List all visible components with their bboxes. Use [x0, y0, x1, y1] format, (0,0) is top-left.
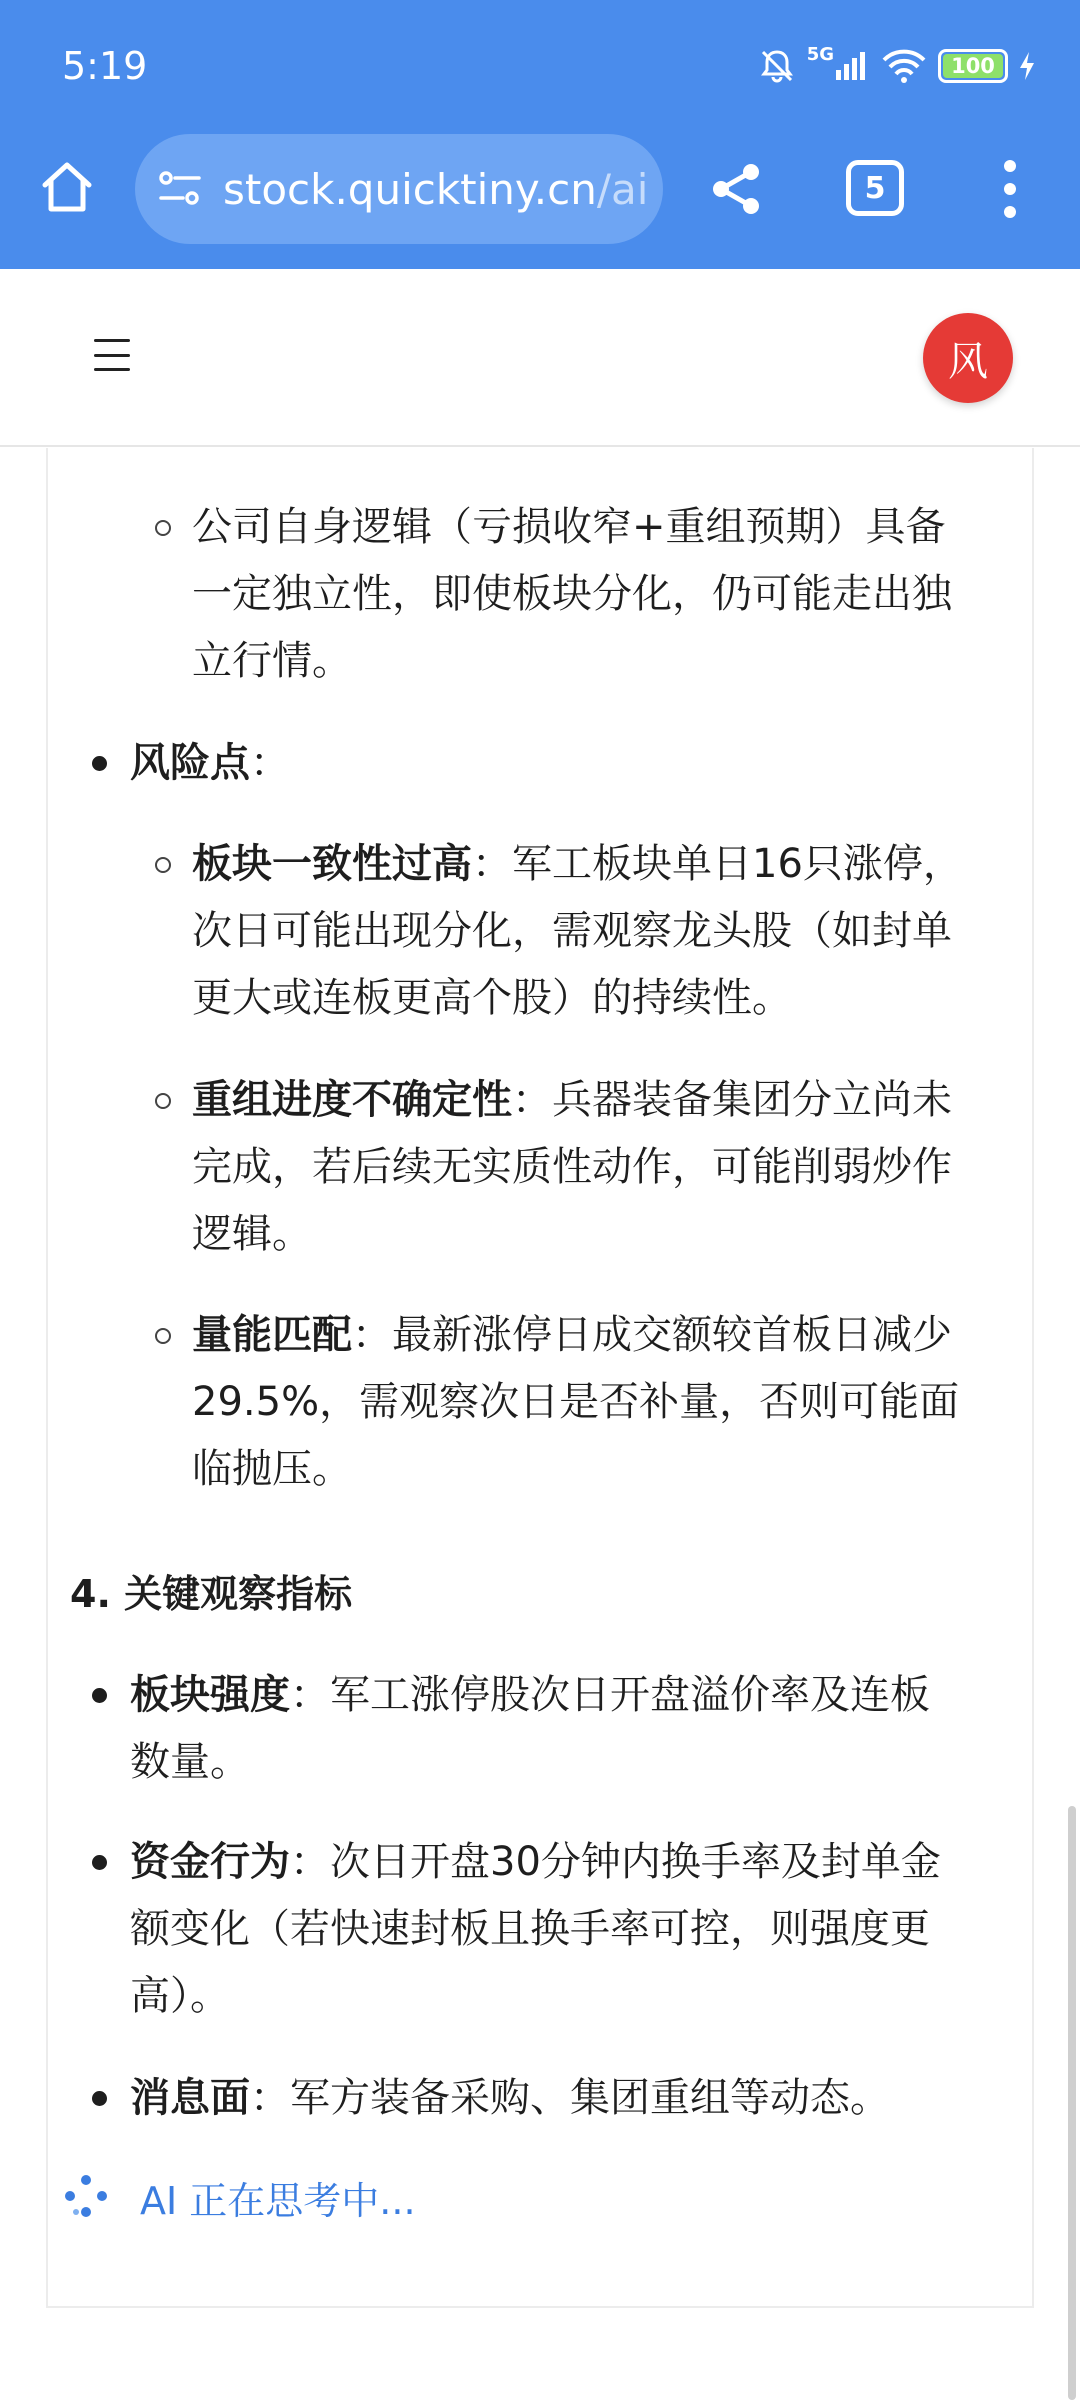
url-text[interactable]: stock.quicktiny.cn/ai	[223, 164, 649, 214]
text-line: 公司自身逻辑（亏损收窄+重组预期）具备	[192, 504, 946, 550]
risk-item: 板块一致性过高：军工板块单日16只涨停，	[192, 841, 963, 887]
text-line: 次日可能出现分化，需观察龙头股（如封单	[192, 908, 952, 954]
text-line: 高）。	[130, 1973, 230, 2019]
text-line: 完成，若后续无实质性动作，可能削弱炒作	[192, 1144, 952, 1190]
sub-bullet-icon	[155, 1328, 171, 1344]
risk-heading: 风险点：	[130, 740, 290, 786]
section-heading: 4. 关键观察指标	[70, 1572, 353, 1616]
wifi-icon	[880, 48, 928, 84]
share-button[interactable]	[702, 154, 772, 224]
text-line: 更大或连板更高个股）的持续性。	[192, 975, 792, 1021]
status-icons	[757, 46, 1036, 86]
charging-icon	[1018, 51, 1036, 81]
site-header	[0, 269, 1080, 447]
more-vert-icon	[1004, 160, 1016, 172]
network-type: 5G	[807, 50, 870, 82]
ai-thinking-status: AI 正在思考中...	[140, 2179, 416, 2223]
text-line: 临抛压。	[192, 1446, 352, 1492]
mute-icon	[757, 46, 797, 86]
text-line: 逻辑。	[192, 1211, 312, 1257]
text-line: 立行情。	[192, 638, 352, 684]
battery-indicator: 100	[938, 49, 1008, 83]
risk-item: 重组进度不确定性：兵器装备集团分立尚未	[192, 1077, 952, 1123]
scrollbar[interactable]	[1068, 1806, 1076, 2400]
tab-count: 5	[864, 170, 886, 206]
signal-icon	[834, 50, 870, 82]
indicator-item: 资金行为：次日开盘30分钟内换手率及封单金	[130, 1839, 941, 1885]
sub-bullet-icon	[155, 857, 171, 873]
sub-bullet-icon	[155, 520, 171, 536]
bullet-icon	[92, 1688, 107, 1703]
address-bar[interactable]	[135, 134, 663, 244]
status-bar	[0, 0, 1080, 140]
sub-bullet-icon	[155, 1093, 171, 1109]
home-button[interactable]	[34, 154, 100, 220]
indicator-item: 消息面：军方装备采购、集团重组等动态。	[130, 2075, 890, 2121]
bullet-icon	[92, 1855, 107, 1870]
bullet-icon	[92, 756, 107, 771]
text-line: 额变化（若快速封板且换手率可控，则强度更	[130, 1906, 930, 1952]
text-line: 29.5%，需观察次日是否补量，否则可能面	[192, 1379, 960, 1425]
site-settings-icon[interactable]	[157, 166, 203, 212]
risk-item: 量能匹配：最新涨停日成交额较首板日减少	[192, 1312, 952, 1358]
hamburger-menu-icon[interactable]	[94, 339, 130, 371]
bullet-icon	[92, 2091, 107, 2106]
tabs-button[interactable]	[846, 160, 904, 216]
text-line: 数量。	[130, 1739, 250, 1785]
home-icon	[39, 159, 95, 215]
user-avatar[interactable]: 风	[923, 313, 1013, 403]
more-menu-button[interactable]	[990, 154, 1030, 224]
browser-toolbar	[0, 0, 1080, 269]
ai-thinking-icon	[62, 2172, 114, 2224]
indicator-item: 板块强度：军工涨停股次日开盘溢价率及连板	[130, 1672, 930, 1718]
status-time: 5:19	[62, 44, 148, 88]
share-icon	[707, 159, 767, 219]
address-bar-row	[0, 130, 1080, 250]
text-line: 一定独立性，即使板块分化，仍可能走出独	[192, 571, 952, 617]
